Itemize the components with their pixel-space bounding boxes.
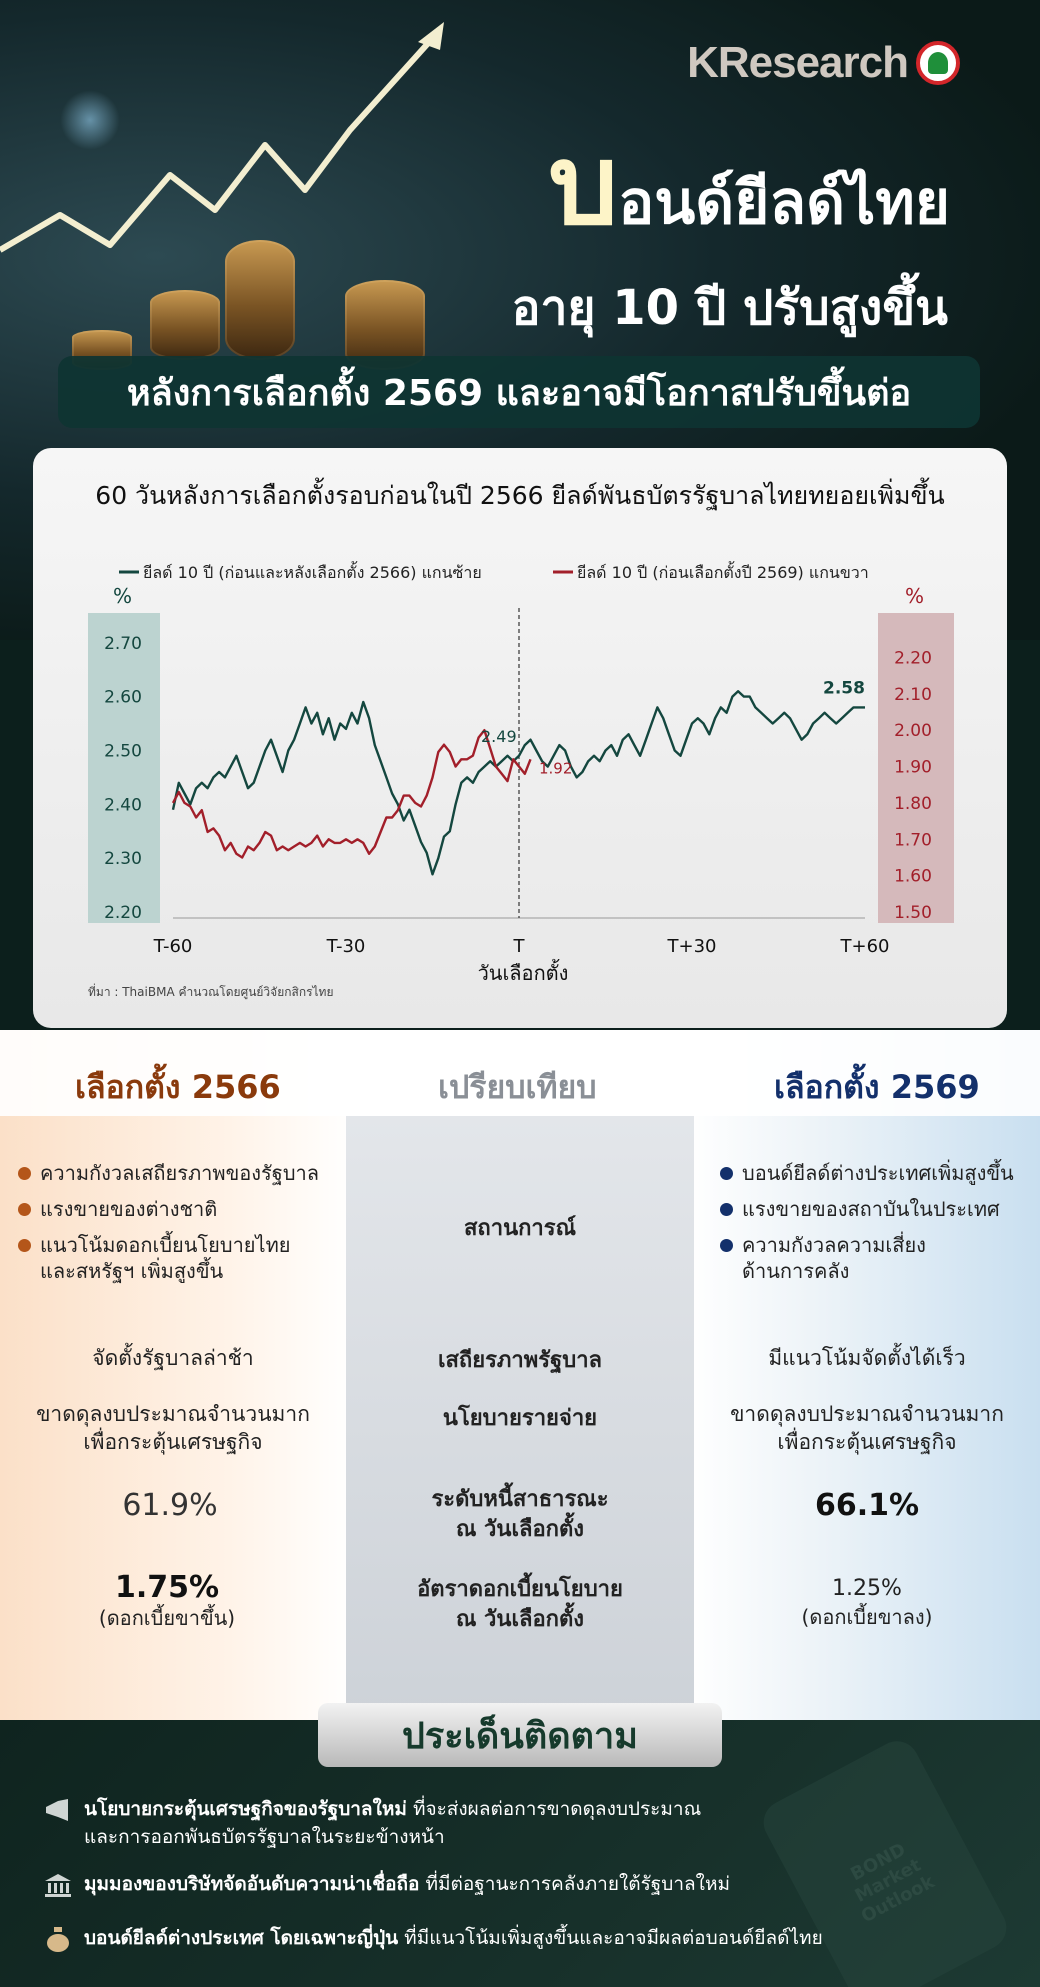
row-debt-label: ระดับหนี้สาธารณะ ณ วันเลือกตั้ง <box>431 1487 609 1542</box>
row-spending-right: ขาดดุลงบประมาณจำนวนมาก เพื่อกระตุ้นเศรษฐกิจ <box>730 1402 1004 1455</box>
right-tick-label: 1.80 <box>894 793 932 814</box>
legend-label: ยีลด์ 10 ปี (ก่อนและหลังเลือกตั้ง 2566) แกนซ้าย <box>143 563 482 582</box>
data-label: 1.92 <box>539 759 573 778</box>
row-rate-label: อัตราดอกเบี้ยนโยบาย ณ วันเลือกตั้ง <box>417 1577 623 1632</box>
kbank-leaf-icon <box>916 41 960 85</box>
chart-source: ที่มา : ThaiBMA คำนวณโดยศูนย์วิจัยกสิกรไทย <box>88 985 334 999</box>
right-axis-unit: % <box>905 584 925 608</box>
right-tick-label: 2.20 <box>894 648 932 669</box>
list-item-continuation: ด้านการคลัง <box>742 1259 850 1283</box>
follow-up-item: นโยบายกระตุ้นเศรษฐกิจของรัฐบาลใหม่ ที่จะส่งผลต่อการขาดดุลงบประมาณ และการออกพันธบัตรรัฐบาลในระยะข้างหน้า <box>44 1796 701 1851</box>
left-tick-label: 2.70 <box>104 633 142 654</box>
comparison-section <box>0 1030 1040 1720</box>
legend-label: ยีลด์ 10 ปี (ก่อนเลือกตั้งปี 2569) แกนขวา <box>577 563 869 582</box>
mid-header: เปรียบเทียบ <box>438 1068 597 1106</box>
series-line-2569 <box>173 730 531 857</box>
phone-illustration: BOND Market Outlook <box>756 1734 1014 1987</box>
right-bullet-list <box>720 1160 1014 1294</box>
row-debt-right: 66.1% <box>814 1488 920 1523</box>
title-rest: อนด์ยีลด์ไทย <box>618 168 950 238</box>
page-title-line2: อายุ 10 ปี ปรับสูงขึ้น <box>511 280 948 336</box>
x-tick-label: T+30 <box>667 936 717 957</box>
follow-up-title: ประเด็นติดตาม <box>402 1715 638 1757</box>
page-title <box>548 121 950 250</box>
row-debt-left: 61.9% <box>122 1488 218 1523</box>
list-item: แรงขายของต่างชาติ <box>18 1196 319 1222</box>
kresearch-logo <box>687 38 960 88</box>
row-stability-label: เสถียรภาพรัฐบาล <box>437 1348 603 1373</box>
row-stability-left: จัดตั้งรัฐบาลล่าช้า <box>92 1346 254 1370</box>
subtitle-box <box>58 356 980 428</box>
row-rate-left: 1.75% (ดอกเบี้ยขาขึ้น) <box>98 1570 236 1630</box>
x-tick-label: T-60 <box>153 936 193 957</box>
bank-icon <box>44 1872 72 1898</box>
left-tick-label: 2.30 <box>104 849 142 870</box>
right-tick-label: 2.10 <box>894 684 932 705</box>
row-spending-label: นโยบายรายจ่าย <box>442 1406 598 1431</box>
left-tick-label: 2.50 <box>104 741 142 762</box>
data-label: 2.49 <box>481 726 517 746</box>
right-tick-label: 1.50 <box>894 903 932 923</box>
list-item: ความกังวลความเสี่ยง <box>720 1232 1014 1258</box>
data-label: 2.58 <box>823 678 865 699</box>
row-situation-label: สถานการณ์ <box>463 1216 577 1241</box>
left-axis-unit: % <box>113 584 133 608</box>
follow-up-title-tag <box>318 1703 722 1767</box>
list-item-continuation: และสหรัฐฯ เพิ่มสูงขึ้น <box>40 1259 224 1283</box>
x-tick-label: T+60 <box>840 936 890 957</box>
yield-line-chart <box>33 448 1007 1008</box>
left-header: เลือกตั้ง 2566 <box>75 1068 281 1106</box>
chart-card <box>33 448 1007 1028</box>
logo-text: KResearch <box>687 38 908 87</box>
x-tick-label: T <box>513 936 525 957</box>
follow-up-item: บอนด์ยีลด์ต่างประเทศ โดยเฉพาะญี่ปุ่น ที่มีแนวโน้มเพิ่มสูงขึ้นและอาจมีผลต่อบอนด์ยีลด์ไทย <box>44 1925 823 1953</box>
left-axis-band <box>88 613 160 923</box>
follow-up-item: มุมมองของบริษัทจัดอันดับความน่าเชื่อถือ ที่มีต่อฐานะการคลังภายใต้รัฐบาลใหม่ <box>44 1871 730 1899</box>
money-bag-icon <box>44 1926 72 1952</box>
subtitle: หลังการเลือกตั้ง 2569 และอาจมีโอกาสปรับขึ้นต่อ <box>126 372 912 414</box>
row-stability-right: มีแนวโน้มจัดตั้งได้เร็ว <box>768 1346 966 1370</box>
x-tick-label: T-30 <box>326 936 366 957</box>
right-tick-label: 1.90 <box>894 757 932 778</box>
right-tick-label: 1.60 <box>894 866 932 887</box>
row-spending-left: ขาดดุลงบประมาณจำนวนมาก เพื่อกระตุ้นเศรษฐกิจ <box>36 1402 310 1455</box>
right-tick-label: 2.00 <box>894 721 932 742</box>
right-header: เลือกตั้ง 2569 <box>774 1068 980 1106</box>
list-item: บอนด์ยีลด์ต่างประเทศเพิ่มสูงขึ้น <box>720 1160 1014 1186</box>
left-tick-label: 2.60 <box>104 687 142 708</box>
left-bullet-list <box>18 1160 319 1294</box>
list-item: แรงขายของสถาบันในประเทศ <box>720 1196 1014 1222</box>
left-tick-label: 2.40 <box>104 795 142 816</box>
row-rate-right: 1.25% (ดอกเบี้ยขาลง) <box>801 1576 933 1629</box>
megaphone-icon <box>44 1797 72 1823</box>
x-axis-label: วันเลือกตั้ง <box>477 961 569 985</box>
list-item: ความกังวลเสถียรภาพของรัฐบาล <box>18 1160 319 1186</box>
left-tick-label: 2.20 <box>104 903 142 923</box>
title-big-letter: บ <box>548 121 619 249</box>
chart-title: 60 วันหลังการเลือกตั้งรอบก่อนในปี 2566 ยีลด์พันธบัตรรัฐบาลไทยทยอยเพิ่มขึ้น <box>95 481 945 510</box>
list-item: แนวโน้มดอกเบี้ยนโยบายไทย <box>18 1232 319 1258</box>
right-tick-label: 1.70 <box>894 830 932 851</box>
